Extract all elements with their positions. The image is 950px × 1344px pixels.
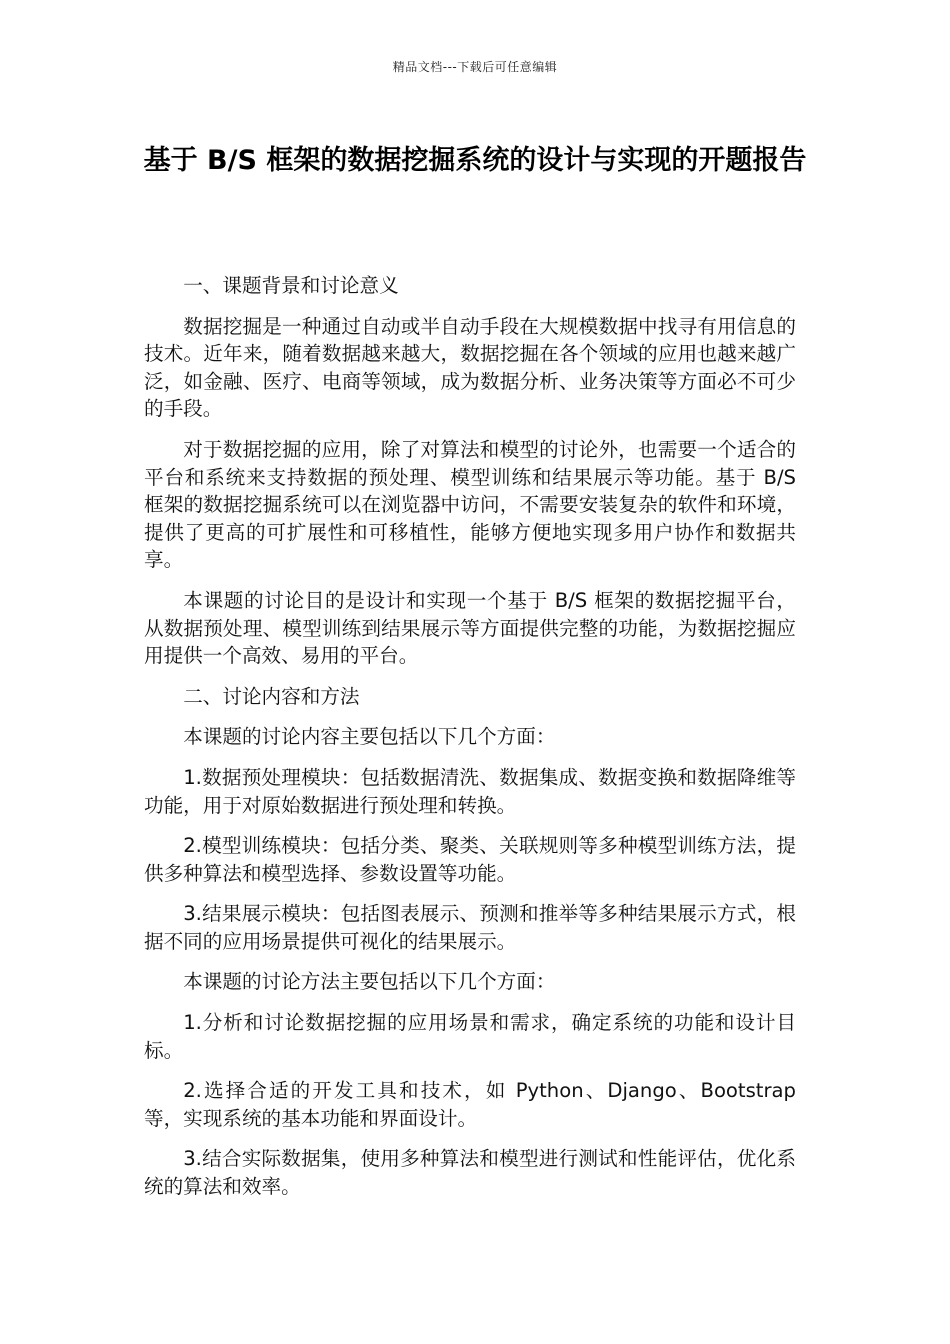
list-item: 3.结合实际数据集，使用多种算法和模型进行测试和性能评估，优化系统的算法和效率。 bbox=[144, 1147, 796, 1199]
list-item: 1.数据预处理模块：包括数据清洗、数据集成、数据变换和数据降维等功能，用于对原始数据进行预处理和转换。 bbox=[144, 765, 796, 817]
document-title: 基于 B/S 框架的数据挖掘系统的设计与实现的开题报告 bbox=[143, 145, 807, 176]
header-note: 精品文档---下载后可任意编辑 bbox=[392, 60, 558, 74]
document-body bbox=[144, 272, 796, 1214]
paragraph: 对于数据挖掘的应用，除了对算法和模型的讨论外，也需要一个适合的平台和系统来支持数据的预处理、模型训练和结果展示等功能。基于 B/S 框架的数据挖掘系统可以在浏览器中访问，不需要安装复杂的软件和环境，提供了更高的可扩展性和可移植性，能够方便地实现多用户协作和数据共享。 bbox=[144, 437, 796, 572]
list-item: 2.模型训练模块：包括分类、聚类、关联规则等多种模型训练方法，提供多种算法和模型选择、参数设置等功能。 bbox=[144, 834, 796, 885]
paragraph: 数据挖掘是一种通过自动或半自动手段在大规模数据中找寻有用信息的技术。近年来，随着数据越来越大，数据挖掘在各个领域的应用也越来越广泛，如金融、医疗、电商等领域，成为数据分析、业务决策等方面必不可少的手段。 bbox=[144, 314, 796, 421]
section-heading-background: 一、课题背景和讨论意义 bbox=[183, 274, 399, 297]
list-item: 1.分析和讨论数据挖掘的应用场景和需求，确定系统的功能和设计目标。 bbox=[144, 1011, 796, 1062]
paragraph: 本课题的讨论内容主要包括以下几个方面： bbox=[183, 725, 556, 749]
paragraph: 本课题的讨论目的是设计和实现一个基于 B/S 框架的数据挖掘平台，从数据预处理、模型训练到结果展示等方面提供完整的功能，为数据挖掘应用提供一个高效、易用的平台。 bbox=[144, 588, 796, 668]
list-item: 2.选择合适的开发工具和技术，如 Python、Django、Bootstrap 等，实现系统的基本功能和界面设计。 bbox=[144, 1079, 796, 1130]
section-heading-content-method: 二、讨论内容和方法 bbox=[183, 684, 360, 708]
paragraph: 本课题的讨论方法主要包括以下几个方面： bbox=[183, 970, 556, 994]
list-item: 3.结果展示模块：包括图表展示、预测和推举等多种结果展示方式，根据不同的应用场景提供可视化的结果展示。 bbox=[144, 902, 796, 953]
